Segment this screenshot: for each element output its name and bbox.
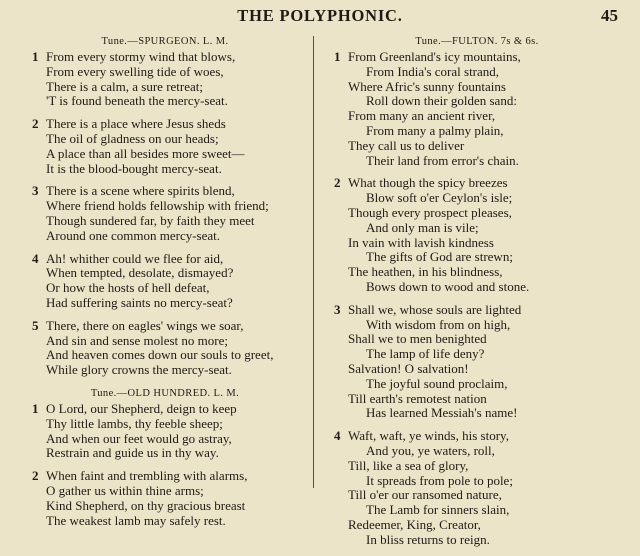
verse-line: In bliss returns to reign.	[366, 531, 490, 547]
verse-number: 3	[334, 301, 341, 317]
verse-line: And heaven comes down our souls to greet,	[46, 347, 274, 363]
tune-heading: Tune.—OLD HUNDRED. L. M.	[90, 387, 240, 399]
verse-line: Roll down their golden sand:	[366, 93, 517, 109]
verse-line: A place than all besides more sweet—	[46, 145, 245, 161]
verse-line: The weakest lamb may safely rest.	[46, 512, 226, 528]
verse-number: 2	[334, 175, 341, 191]
verse-line: Kind Shepherd, on thy gracious breast	[46, 497, 246, 513]
verse-line: The heathen, in his blindness,	[348, 264, 503, 280]
verse-line: 'T is found beneath the mercy-seat.	[46, 93, 228, 109]
verse-line: While glory crowns the mercy-seat.	[46, 362, 232, 378]
verse	[336, 429, 618, 547]
verse-line: O Lord, our Shepherd, deign to keep	[46, 400, 237, 416]
verse-line: From every swelling tide of woes,	[46, 63, 224, 79]
verse-number: 5	[32, 317, 39, 333]
verse-line: The Lamb for sinners slain,	[366, 502, 510, 518]
tune-heading: Tune.—FULTON. 7s & 6s.	[415, 36, 539, 47]
verse-line: From every stormy wind that blows,	[46, 49, 236, 64]
verse-line: They call us to deliver	[348, 137, 465, 153]
verse-line: Till, like a sea of glory,	[348, 457, 469, 473]
verse-line: Thy little lambs, thy feeble sheep;	[46, 415, 223, 431]
verse	[24, 252, 306, 311]
verse-line: There, there on eagles' wings we soar,	[46, 317, 244, 333]
verse-line: The gifts of God are strewn;	[366, 249, 513, 265]
verse-line: Though every prospect pleases,	[348, 204, 512, 220]
page-title: THE POLYPHONIC.	[237, 6, 403, 25]
verse-line: Shall we, whose souls are lighted	[348, 301, 522, 317]
verse-line: Redeemer, King, Creator,	[348, 516, 481, 532]
verse-number: 1	[32, 400, 39, 416]
left-column	[24, 34, 306, 536]
verse-line: Waft, waft, ye winds, his story,	[348, 428, 509, 444]
verse-number: 1	[32, 49, 39, 64]
verse-line: Had suffering saints no mercy-seat?	[46, 294, 233, 310]
verse-line: O gather us within thine arms;	[46, 482, 204, 498]
verse-line: The joyful sound proclaim,	[366, 375, 508, 391]
verse-line: The oil of gladness on our heads;	[46, 130, 219, 146]
verse-line: From India's coral strand,	[366, 63, 500, 79]
verse	[24, 402, 306, 461]
verse	[24, 319, 306, 378]
verse-number: 2	[32, 116, 39, 132]
verse	[336, 176, 618, 294]
column-divider	[313, 36, 314, 488]
verse-line: From Greenland's icy mountains,	[348, 49, 521, 64]
verse-line: From many a palmy plain,	[366, 122, 504, 138]
verse-line: Their land from error's chain.	[366, 152, 519, 168]
verse-line: With wisdom from on high,	[366, 316, 511, 332]
verse-line: Has learned Messiah's name!	[366, 405, 518, 421]
tune-heading: Tune.—SPURGEON. L. M.	[101, 36, 229, 47]
verse-line: The lamp of life deny?	[366, 346, 485, 362]
verse-line: Blow soft o'er Ceylon's isle;	[366, 190, 513, 206]
page-header	[0, 6, 640, 26]
verse	[336, 50, 618, 168]
verse	[24, 184, 306, 243]
verse-line: Till earth's remotest nation	[348, 390, 487, 406]
verse-line: It is the blood-bought mercy-seat.	[46, 160, 222, 176]
verse-line: It spreads from pole to pole;	[366, 472, 513, 488]
verse-number: 4	[334, 428, 341, 444]
verse-number: 4	[32, 250, 39, 266]
verse-line: Restrain and guide us in thy way.	[46, 445, 219, 461]
verse	[24, 50, 306, 109]
right-column	[336, 34, 618, 556]
verse-line: When faint and trembling with alarms,	[46, 468, 248, 484]
verse-number: 2	[32, 468, 39, 484]
verse-line: And only man is vile;	[366, 219, 479, 235]
verse-line: Ah! whither could we flee for aid,	[46, 250, 224, 266]
verse-line: Or how the hosts of hell defeat,	[46, 280, 210, 296]
verse-line: There is a calm, a sure retreat;	[46, 78, 203, 94]
verse-line: From many an ancient river,	[348, 108, 496, 124]
verse-line: When tempted, desolate, dismayed?	[46, 265, 234, 281]
verse-line: Salvation! O salvation!	[348, 360, 469, 376]
verse-line: There is a scene where spirits blend,	[46, 183, 235, 199]
verse-line: What though the spicy breezes	[348, 175, 508, 191]
verse-line: Shall we to men benighted	[348, 331, 487, 347]
verse-line: Where Afric's sunny fountains	[348, 78, 506, 94]
verse	[336, 303, 618, 421]
verse-line: In vain with lavish kindness	[348, 234, 494, 250]
verse-number: 1	[334, 49, 341, 64]
verse-line: There is a place where Jesus sheds	[46, 116, 226, 132]
verse-line: Bows down to wood and stone.	[366, 278, 530, 294]
verse-line: Around one common mercy-seat.	[46, 227, 221, 243]
verse-line: Where friend holds fellowship with friend;	[46, 198, 269, 214]
verse-line: And sin and sense molest no more;	[46, 332, 228, 348]
page-number: 45	[601, 6, 618, 25]
verse-line: And you, ye waters, roll,	[366, 442, 495, 458]
verse	[24, 469, 306, 528]
verse-line: Though sundered far, by faith they meet	[46, 212, 255, 228]
verse-number: 3	[32, 183, 39, 199]
verse-line: Till o'er our ransomed nature,	[348, 487, 502, 503]
verse	[24, 117, 306, 176]
verse-line: And when our feet would go astray,	[46, 430, 232, 446]
